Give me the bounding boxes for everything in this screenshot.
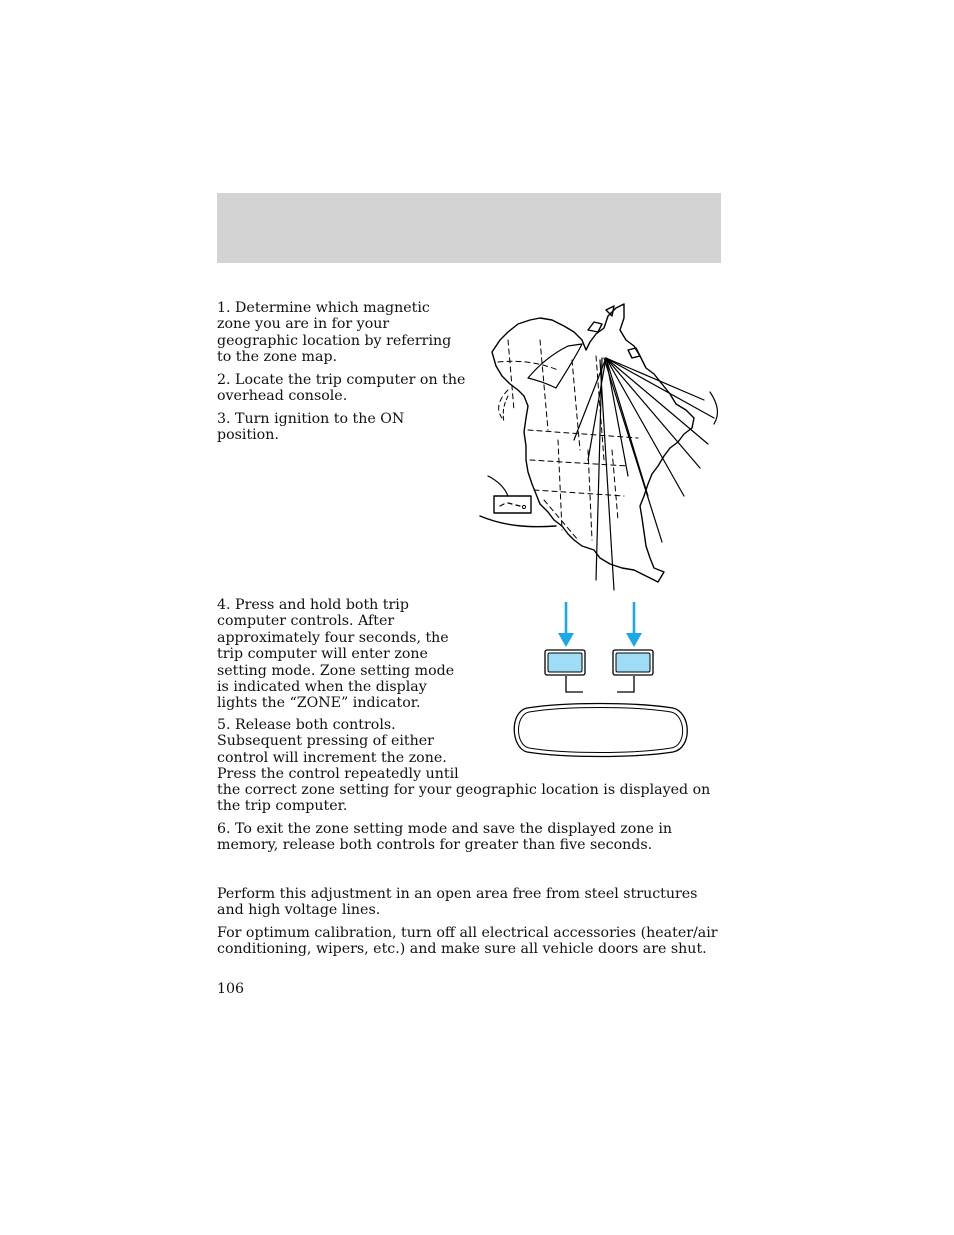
section-header-band [217,193,721,263]
step-1-text: 1. Determine which magnetic zone you are in for your geographic location by referring to the zone map. [217,300,452,366]
north-america-zone-map-icon [478,300,723,592]
step-5-text-part-a: 5. Release both controls. Subsequent pressing of either control will increment the zone. Press the control repeatedly until [217,717,459,783]
step-2-text: 2. Locate the trip computer on the overhead console. [217,372,466,405]
step-4-text: 4. Press and hold both trip computer controls. After approximately four seconds, the trip computer will enter zone setting mode. Zone setting mode is indicated when the display lights the “ZONE” indicator. [217,597,455,712]
step-5-text-part-b: the correct zone setting for your geographic location is displayed on the trip computer. [217,782,711,815]
page-number: 106 [217,981,245,997]
zone-map-figure [478,300,723,592]
press-arrow-right-head [626,633,642,647]
step-3-text: 3. Turn ignition to the ON position. [217,411,405,444]
right-control-button [616,653,650,672]
calibration-paragraph-2: For optimum calibration, turn off all electrical accessories (heater/air conditioning, wipers, etc.) and make sure all vehicle doors are shut. [217,925,718,958]
calibration-paragraph-1: Perform this adjustment in an open area free from steel structures and high voltage lines. [217,886,698,919]
step-6-text: 6. To exit the zone setting mode and save the displayed zone in memory, release both controls for greater than five seconds. [217,821,673,854]
press-arrow-left-head [558,633,574,647]
overhead-console-controls-icon [505,596,700,766]
console-figure [505,596,700,766]
left-control-button [548,653,582,672]
